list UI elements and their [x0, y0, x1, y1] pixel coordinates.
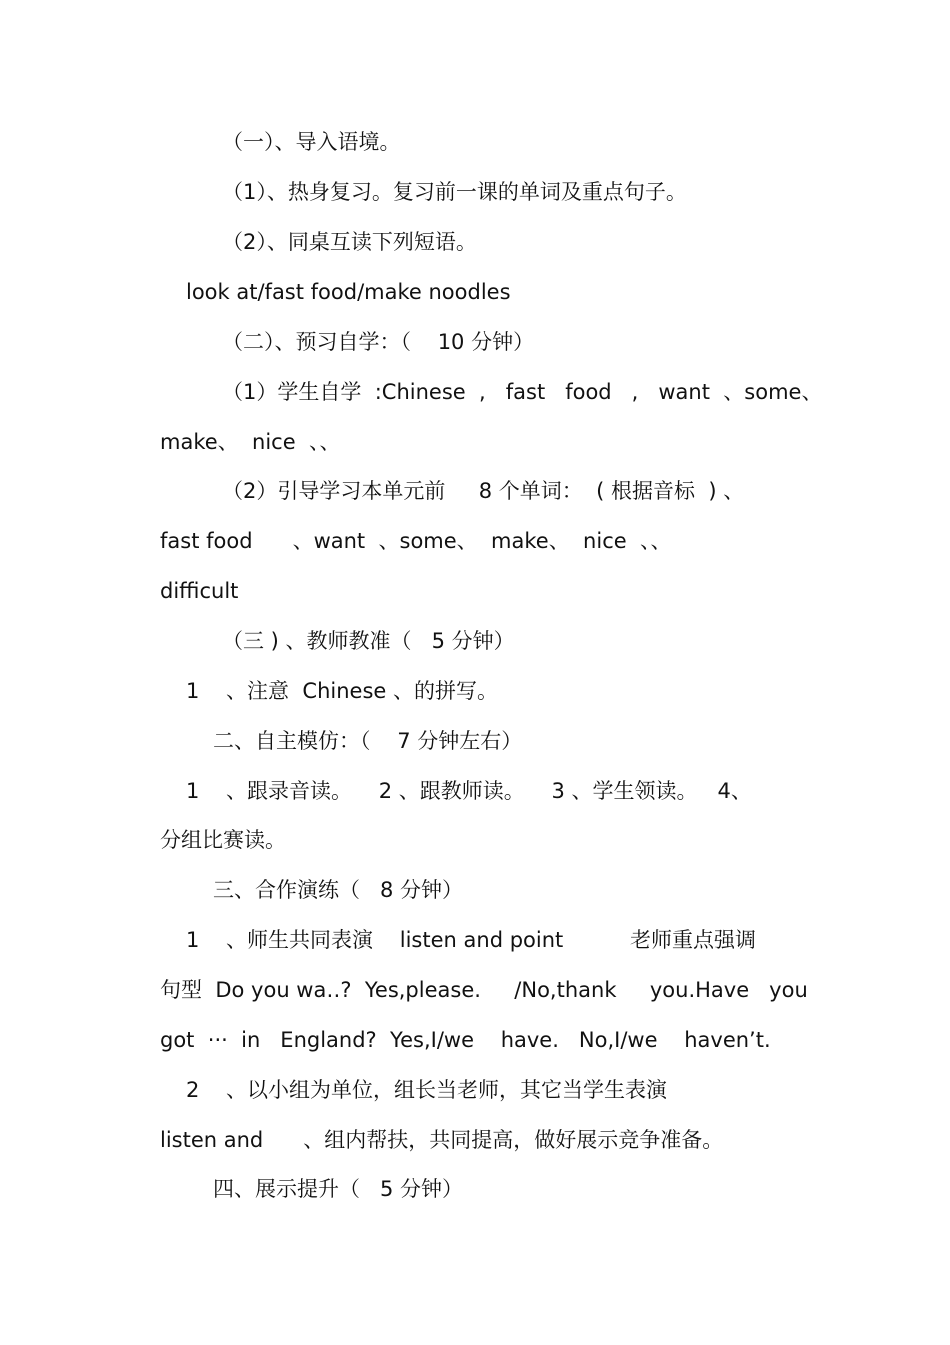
section-heading-5: 三、合作演练（ 8 分钟）	[213, 878, 464, 902]
text-line: 句型 Do you wa‥? Yes,please. /No,thank you.Have you	[160, 978, 808, 1002]
text-line: make、 nice 、、	[160, 430, 341, 454]
text-line: 1 、跟录音读。 2 、跟教师读。 3 、学生领读。 4、	[186, 779, 752, 803]
text-line: 分组比赛读。	[160, 828, 286, 852]
text-line: （1）学生自学 :Chinese , fast food , want 、some、	[222, 380, 823, 404]
section-heading-2: （二）、预习自学：（ 10 分钟）	[222, 330, 535, 354]
text-line: fast food 、want 、some、 make、 nice 、、	[160, 529, 672, 553]
text-line: got ··· in England? Yes,I/we have. No,I/we haven’t.	[160, 1028, 771, 1052]
text-line: 2 、以小组为单位，组长当老师，其它当学生表演	[186, 1078, 668, 1102]
text-line: （2）引导学习本单元前 8 个单词： ( 根据音标 ) 、	[222, 479, 745, 503]
text-line: look at/fast food/make noodles	[186, 280, 511, 304]
text-line: 1 、注意 Chinese 、的拼写。	[186, 679, 498, 703]
text-line: difficult	[160, 579, 239, 603]
section-heading-1: （一）、导入语境。	[222, 130, 401, 154]
section-heading-6: 四、展示提升（ 5 分钟）	[213, 1177, 464, 1201]
section-heading-4: 二、自主模仿：（ 7 分钟左右）	[213, 729, 523, 753]
text-line: 1 、师生共同表演 listen and point 老师重点强调	[186, 928, 757, 952]
section-heading-3: （三 ) 、教师教准（ 5 分钟）	[222, 629, 515, 653]
text-line: listen and 、组内帮扶，共同提高，做好展示竞争准备。	[160, 1128, 724, 1152]
text-line: （1）、热身复习。复习前一课的单词及重点句子。	[222, 180, 687, 204]
text-line: （2）、同桌互读下列短语。	[222, 230, 477, 254]
